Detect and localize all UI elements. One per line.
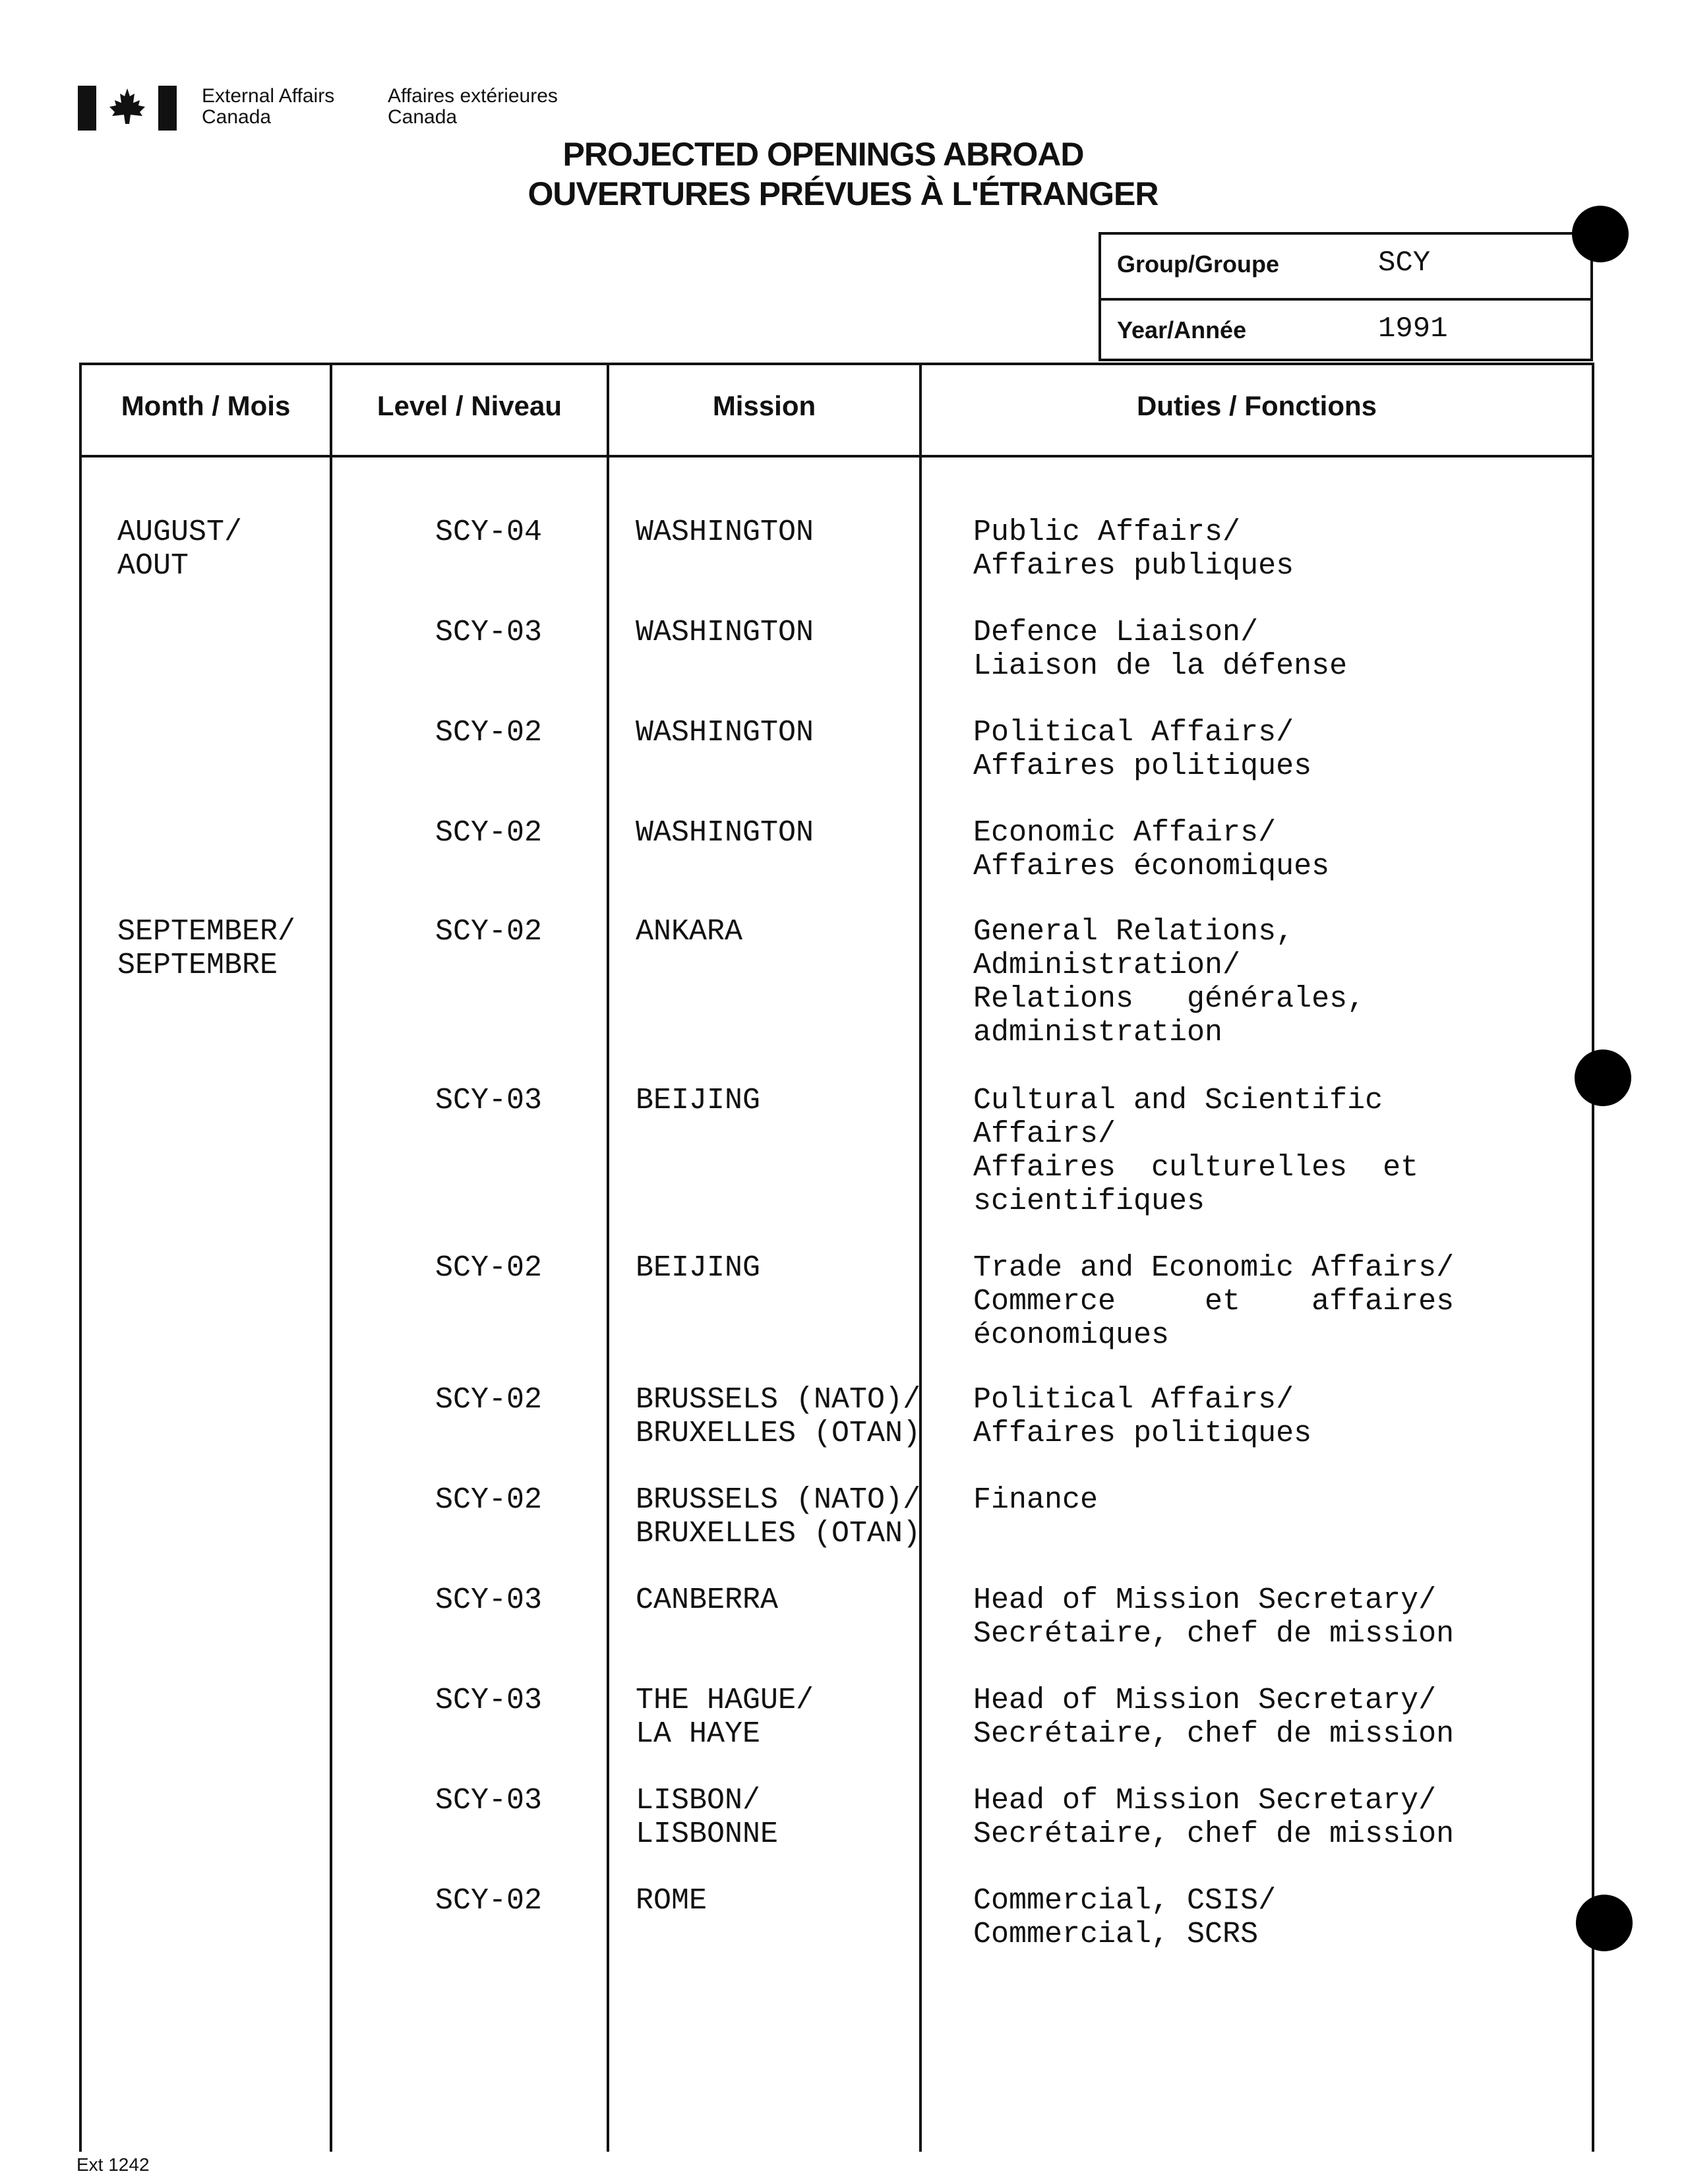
- duties-cell: General Relations, Administration/ Relations générales, administration: [973, 915, 1366, 1049]
- mission-cell: BRUSSELS (NATO)/ BRUXELLES (OTAN): [636, 1383, 921, 1450]
- level-cell: SCY-03: [435, 1684, 543, 1717]
- dept-fr-line2: Canada: [388, 106, 458, 128]
- column-header-month: Month / Mois: [121, 390, 291, 421]
- mission-cell: THE HAGUE/ LA HAYE: [636, 1684, 814, 1751]
- dept-fr-line1: Affaires extérieures: [388, 85, 558, 107]
- level-cell: SCY-02: [435, 1483, 543, 1517]
- level-cell: SCY-02: [435, 1383, 543, 1417]
- level-cell: SCY-02: [435, 816, 543, 850]
- info-box-divider: [1101, 298, 1590, 301]
- group-label: Group/Groupe: [1117, 251, 1279, 278]
- mission-cell: BEIJING: [636, 1084, 761, 1117]
- department-name-english: [202, 86, 334, 128]
- binder-hole: [1575, 1049, 1631, 1106]
- level-cell: SCY-03: [435, 1084, 543, 1117]
- duties-cell: Head of Mission Secretary/ Secrétaire, chef de mission: [973, 1684, 1455, 1751]
- binder-hole: [1572, 206, 1629, 262]
- dept-en-line2: Canada: [202, 106, 272, 128]
- month-cell: AUGUST/ AOUT: [117, 516, 243, 583]
- duties-cell: Cultural and Scientific Affairs/ Affaires culturelles et scientifiques: [973, 1084, 1419, 1218]
- mission-cell: ROME: [636, 1884, 708, 1918]
- level-cell: SCY-03: [435, 1583, 543, 1617]
- level-cell: SCY-02: [435, 716, 543, 750]
- column-divider: [330, 363, 332, 2152]
- department-name-french: [388, 86, 558, 128]
- dept-en-line1: External Affairs: [202, 85, 335, 107]
- mission-cell: WASHINGTON: [636, 716, 814, 750]
- mission-cell: WASHINGTON: [636, 516, 814, 549]
- level-cell: SCY-02: [435, 1251, 543, 1285]
- canada-flag-logo: [78, 86, 177, 131]
- column-header-level: Level / Niveau: [376, 390, 562, 421]
- column-divider: [607, 363, 609, 2152]
- duties-cell: Economic Affairs/ Affaires économiques: [973, 816, 1330, 883]
- mission-cell: WASHINGTON: [636, 616, 814, 649]
- table-header-rule: [79, 455, 1594, 457]
- level-cell: SCY-04: [435, 516, 543, 549]
- duties-cell: Finance: [973, 1483, 1099, 1517]
- mission-cell: BEIJING: [636, 1251, 761, 1285]
- month-cell: SEPTEMBER/ SEPTEMBRE: [117, 915, 296, 982]
- duties-cell: Commercial, CSIS/ Commercial, SCRS: [973, 1884, 1277, 1951]
- group-value: SCY: [1378, 247, 1431, 280]
- page-title-french: OUVERTURES PRÉVUES À L'ÉTRANGER: [527, 175, 1159, 212]
- binder-hole: [1576, 1895, 1633, 1951]
- level-cell: SCY-02: [435, 915, 543, 949]
- level-cell: SCY-03: [435, 1784, 543, 1817]
- duties-cell: Head of Mission Secretary/ Secrétaire, chef de mission: [973, 1583, 1455, 1651]
- duties-cell: Head of Mission Secretary/ Secrétaire, chef de mission: [973, 1784, 1455, 1851]
- level-cell: SCY-03: [435, 616, 543, 649]
- group-year-box: [1099, 232, 1593, 361]
- mission-cell: LISBON/ LISBONNE: [636, 1784, 779, 1851]
- column-header-duties: Duties / Fonctions: [1136, 390, 1377, 421]
- page-title-english: PROJECTED OPENINGS ABROAD: [562, 136, 1084, 173]
- duties-cell: Trade and Economic Affairs/ Commerce et affaires économiques: [973, 1251, 1455, 1352]
- duties-cell: Political Affairs/ Affaires politiques: [973, 716, 1312, 783]
- level-cell: SCY-02: [435, 1884, 543, 1918]
- duties-cell: Defence Liaison/ Liaison de la défense: [973, 616, 1348, 683]
- mission-cell: BRUSSELS (NATO)/ BRUXELLES (OTAN): [636, 1483, 921, 1550]
- year-value: 1991: [1378, 312, 1448, 345]
- mission-cell: CANBERRA: [636, 1583, 779, 1617]
- form-number: Ext 1242: [76, 2154, 150, 2175]
- column-header-mission: Mission: [712, 390, 816, 421]
- duties-cell: Public Affairs/ Affaires publiques: [973, 516, 1294, 583]
- year-label: Year/Année: [1117, 316, 1247, 343]
- mission-cell: ANKARA: [636, 915, 743, 949]
- column-divider: [919, 363, 922, 2152]
- duties-cell: Political Affairs/ Affaires politiques: [973, 1383, 1312, 1450]
- mission-cell: WASHINGTON: [636, 816, 814, 850]
